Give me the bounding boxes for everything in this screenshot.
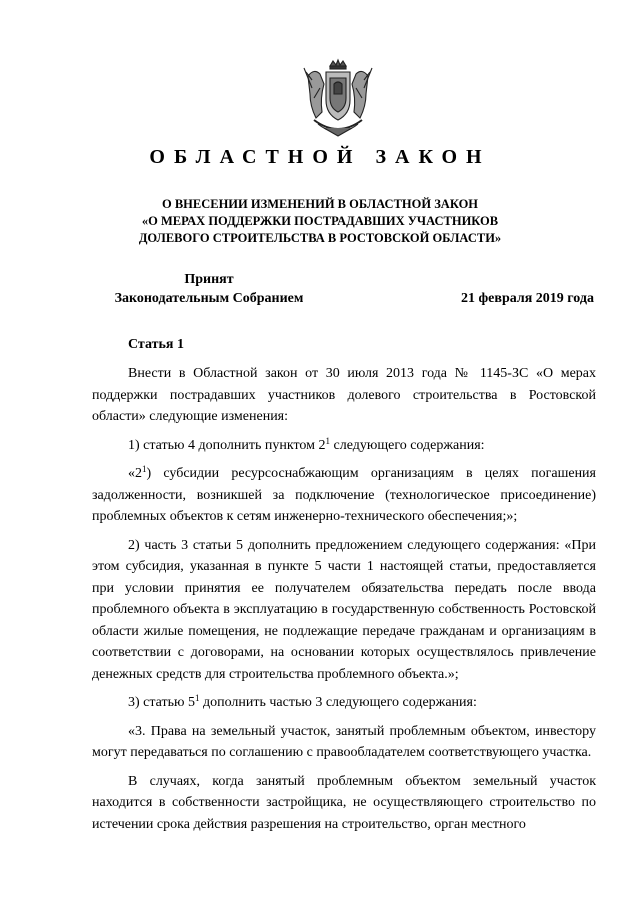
quote1-text-b: ) субсидии ресурсоснабжающим организациям в целях погашения задолженности, возникшей за подключение (технологическое присоединение) проблемных объектов к сетям инженерно-технического обеспечения;»;	[92, 466, 596, 524]
quote1-text-a: «2	[128, 466, 142, 481]
item1-text-a: 1) статью 4 дополнить пунктом 2	[128, 437, 326, 453]
item3-text-a: 3) статью 5	[128, 695, 195, 710]
amendment-item-3	[92, 692, 596, 714]
accepted-label: Принят	[184, 272, 234, 287]
subtitle-line-2: «О МЕРАХ ПОДДЕРЖКИ ПОСТРАДАВШИХ УЧАСТНИКОВ	[141, 214, 499, 228]
adoption-block	[89, 270, 329, 308]
coat-of-arms-icon	[300, 58, 376, 142]
adoption-date: 21 февраля 2019 года	[461, 291, 594, 306]
quote1-superscript: 1	[142, 464, 147, 474]
amendment-item-1	[92, 435, 596, 457]
paragraph-land-plot: В случаях, когда занятый проблемным объектом земельный участок находится в собственности застройщика, не осуществляющего строительство по истечении срока действия разрешения на строительство, орган местного	[92, 773, 596, 832]
subtitle-line-3: ДОЛЕВОГО СТРОИТЕЛЬСТВА В РОСТОВСКОЙ ОБЛАСТИ»	[138, 231, 502, 245]
article-intro: Внести в Областной закон от 30 июля 2013 года № 1145-ЗС «О мерах поддержки пострадавших участников долевого строительства в Ростовской области» следующие изменения:	[92, 366, 596, 424]
amendment-quote-1	[92, 463, 596, 528]
document-type-title: ОБЛАСТНОЙ ЗАКОН	[149, 146, 491, 168]
item1-superscript: 1	[325, 435, 331, 446]
law-subtitle	[0, 196, 640, 247]
article-heading: Статья 1	[128, 337, 184, 352]
item1-text-b: следующего содержания:	[330, 437, 485, 453]
adopting-body: Законодательным Собранием	[114, 291, 304, 306]
amendment-quote-3: «3. Права на земельный участок, занятый проблемным объектом, инвестору могут передаваться по соглашению с правообладателем соответствующего участка.	[92, 723, 596, 760]
amendment-item-2: 2) часть 3 статьи 5 дополнить предложением следующего содержания: «При этом субсидия, указанная в пункте 5 части 1 настоящей статьи, предоставляется при условии принятия ее получателем обязательства передать после ввода проблемного объекта в эксплуатацию в государственную собственность Ростовской области жилые помещения, не подлежащие передаче гражданам и организациям в соответствии с договорами, на основании которых осуществлялось привлечение денежных средств для строительства проблемного объекта.»;	[92, 537, 596, 682]
item3-superscript: 1	[194, 693, 200, 703]
subtitle-line-1: О ВНЕСЕНИИ ИЗМЕНЕНИЙ В ОБЛАСТНОЙ ЗАКОН	[161, 197, 479, 211]
item3-text-b: дополнить частью 3 следующего содержания:	[199, 695, 477, 710]
document-body	[92, 334, 596, 835]
